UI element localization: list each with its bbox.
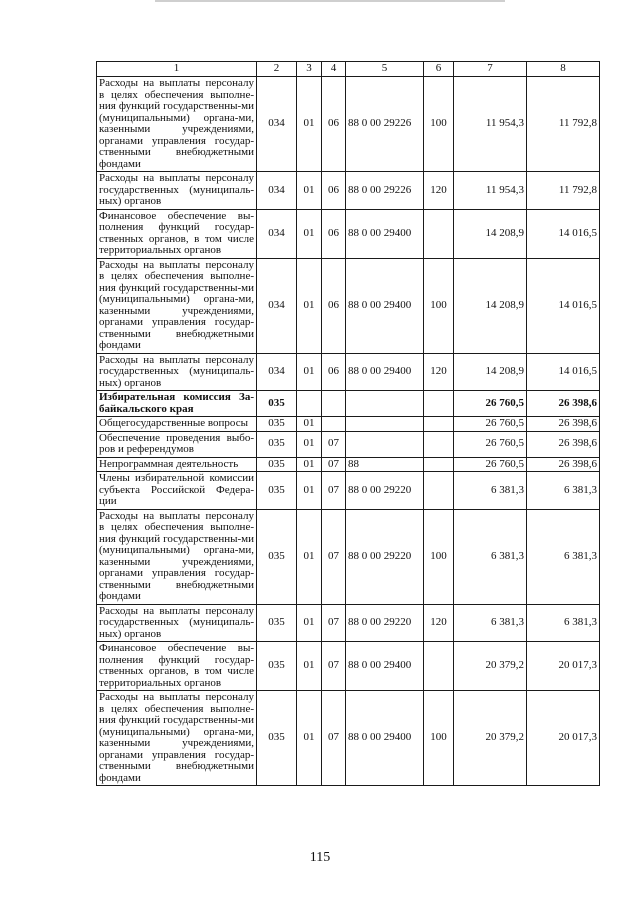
amount-year2-cell: 14 016,5 [527, 353, 600, 391]
target-article-cell: 88 0 00 29220 [346, 472, 424, 510]
amount-year2-cell: 26 398,6 [527, 417, 600, 432]
amount-year1-cell: 26 760,5 [454, 431, 527, 457]
row-name-cell: Расходы на выплаты персоналу государственных (муниципаль-ных) органов [97, 172, 257, 210]
row-name-cell: Расходы на выплаты персоналу в целях обеспечения выполне-ния функций государственны-ми (муниципальными) органа-ми, казенными учреждениями, органами управления государ-ственными внебюджетными фондами [97, 691, 257, 786]
table-row [97, 417, 600, 432]
section-code-cell: 01 [297, 604, 322, 642]
amount-year1-cell: 6 381,3 [454, 472, 527, 510]
table-header-row [97, 62, 600, 77]
amount-year1-cell: 6 381,3 [454, 604, 527, 642]
expense-type-cell: 120 [424, 172, 454, 210]
ved-code-cell: 034 [257, 353, 297, 391]
expense-type-cell: 100 [424, 691, 454, 786]
section-code-cell: 01 [297, 691, 322, 786]
row-name-cell: Расходы на выплаты персоналу государственных (муниципаль-ных) органов [97, 353, 257, 391]
target-article-cell: 88 0 00 29400 [346, 209, 424, 258]
ved-code-cell: 035 [257, 391, 297, 417]
amount-year1-cell: 20 379,2 [454, 642, 527, 691]
table-body [97, 77, 600, 786]
row-name-cell: Обеспечение проведения выбо-ров и референдумов [97, 431, 257, 457]
subsection-code-cell: 07 [322, 472, 346, 510]
table-row [97, 172, 600, 210]
target-article-cell: 88 0 00 29400 [346, 258, 424, 353]
table-row [97, 77, 600, 172]
table-row [97, 353, 600, 391]
table-row [97, 258, 600, 353]
amount-year2-cell: 14 016,5 [527, 258, 600, 353]
section-code-cell: 01 [297, 642, 322, 691]
target-article-cell [346, 391, 424, 417]
amount-year1-cell: 26 760,5 [454, 457, 527, 472]
target-article-cell [346, 431, 424, 457]
section-code-cell: 01 [297, 431, 322, 457]
header-cell: 2 [257, 62, 297, 77]
subsection-code-cell: 07 [322, 691, 346, 786]
header-cell: 1 [97, 62, 257, 77]
section-code-cell: 01 [297, 172, 322, 210]
header-cell: 6 [424, 62, 454, 77]
ved-code-cell: 035 [257, 457, 297, 472]
budget-table [96, 61, 600, 786]
row-name-cell: Расходы на выплаты персоналу в целях обеспечения выполне-ния функций государственны-ми (муниципальными) органа-ми, казенными учреждениями, органами управления государ-ственными внебюджетными фондами [97, 509, 257, 604]
ved-code-cell: 034 [257, 172, 297, 210]
header-cell: 3 [297, 62, 322, 77]
table-row [97, 604, 600, 642]
table-row [97, 391, 600, 417]
target-article-cell: 88 0 00 29226 [346, 172, 424, 210]
table-row [97, 431, 600, 457]
amount-year1-cell: 26 760,5 [454, 391, 527, 417]
table-row [97, 472, 600, 510]
section-code-cell: 01 [297, 457, 322, 472]
expense-type-cell [424, 457, 454, 472]
amount-year1-cell: 11 954,3 [454, 77, 527, 172]
section-code-cell: 01 [297, 472, 322, 510]
subsection-code-cell: 07 [322, 642, 346, 691]
subsection-code-cell: 06 [322, 353, 346, 391]
table-row [97, 509, 600, 604]
table-row [97, 209, 600, 258]
expense-type-cell [424, 209, 454, 258]
subsection-code-cell: 07 [322, 457, 346, 472]
header-cell: 8 [527, 62, 600, 77]
row-name-cell: Члены избирательной комиссии субъекта Российской Федера-ции [97, 472, 257, 510]
ved-code-cell: 034 [257, 77, 297, 172]
amount-year1-cell: 26 760,5 [454, 417, 527, 432]
row-name-cell: Непрограммная деятельность [97, 457, 257, 472]
subsection-code-cell: 06 [322, 77, 346, 172]
amount-year1-cell: 14 208,9 [454, 258, 527, 353]
row-name-cell: Расходы на выплаты персоналу в целях обеспечения выполне-ния функций государственны-ми (муниципальными) органа-ми, казенными учреждениями, органами управления государ-ственными внебюджетными фондами [97, 77, 257, 172]
expense-type-cell: 120 [424, 604, 454, 642]
section-code-cell: 01 [297, 417, 322, 432]
row-name-cell: Избирательная комиссия За-байкальского края [97, 391, 257, 417]
ved-code-cell: 035 [257, 604, 297, 642]
amount-year2-cell: 11 792,8 [527, 77, 600, 172]
section-code-cell: 01 [297, 509, 322, 604]
top-edge-rule [155, 0, 505, 2]
ved-code-cell: 034 [257, 258, 297, 353]
amount-year2-cell: 6 381,3 [527, 509, 600, 604]
ved-code-cell: 035 [257, 431, 297, 457]
subsection-code-cell: 07 [322, 604, 346, 642]
expense-type-cell [424, 391, 454, 417]
table-row [97, 457, 600, 472]
amount-year1-cell: 14 208,9 [454, 353, 527, 391]
table-row [97, 642, 600, 691]
row-name-cell: Финансовое обеспечение вы-полнения функций государ-ственных органов, в том числе территориальных органов [97, 209, 257, 258]
row-name-cell: Финансовое обеспечение вы-полнения функций государ-ственных органов, в том числе территориальных органов [97, 642, 257, 691]
section-code-cell: 01 [297, 258, 322, 353]
row-name-cell: Общегосударственные вопросы [97, 417, 257, 432]
amount-year2-cell: 6 381,3 [527, 472, 600, 510]
subsection-code-cell: 06 [322, 258, 346, 353]
amount-year2-cell: 26 398,6 [527, 391, 600, 417]
row-name-cell: Расходы на выплаты персоналу государственных (муниципаль-ных) органов [97, 604, 257, 642]
expense-type-cell: 120 [424, 353, 454, 391]
amount-year1-cell: 11 954,3 [454, 172, 527, 210]
expense-type-cell [424, 431, 454, 457]
expense-type-cell: 100 [424, 258, 454, 353]
header-cell: 4 [322, 62, 346, 77]
table-row [97, 691, 600, 786]
ved-code-cell: 035 [257, 472, 297, 510]
target-article-cell: 88 0 00 29400 [346, 642, 424, 691]
amount-year1-cell: 20 379,2 [454, 691, 527, 786]
target-article-cell: 88 0 00 29400 [346, 691, 424, 786]
subsection-code-cell [322, 417, 346, 432]
header-cell: 5 [346, 62, 424, 77]
section-code-cell [297, 391, 322, 417]
section-code-cell: 01 [297, 353, 322, 391]
amount-year2-cell: 26 398,6 [527, 457, 600, 472]
expense-type-cell [424, 417, 454, 432]
expense-type-cell [424, 472, 454, 510]
target-article-cell: 88 0 00 29220 [346, 509, 424, 604]
amount-year1-cell: 6 381,3 [454, 509, 527, 604]
subsection-code-cell: 07 [322, 509, 346, 604]
ved-code-cell: 035 [257, 642, 297, 691]
subsection-code-cell: 06 [322, 209, 346, 258]
amount-year2-cell: 6 381,3 [527, 604, 600, 642]
subsection-code-cell [322, 391, 346, 417]
target-article-cell [346, 417, 424, 432]
row-name-cell: Расходы на выплаты персоналу в целях обеспечения выполне-ния функций государственны-ми (муниципальными) органа-ми, казенными учреждениями, органами управления государ-ственными внебюджетными фондами [97, 258, 257, 353]
amount-year2-cell: 14 016,5 [527, 209, 600, 258]
ved-code-cell: 035 [257, 691, 297, 786]
section-code-cell: 01 [297, 209, 322, 258]
amount-year2-cell: 26 398,6 [527, 431, 600, 457]
subsection-code-cell: 06 [322, 172, 346, 210]
page-number: 115 [309, 850, 331, 865]
header-cell: 7 [454, 62, 527, 77]
target-article-cell: 88 0 00 29400 [346, 353, 424, 391]
amount-year2-cell: 20 017,3 [527, 691, 600, 786]
ved-code-cell: 034 [257, 209, 297, 258]
ved-code-cell: 035 [257, 509, 297, 604]
amount-year2-cell: 11 792,8 [527, 172, 600, 210]
section-code-cell: 01 [297, 77, 322, 172]
expense-type-cell: 100 [424, 77, 454, 172]
subsection-code-cell: 07 [322, 431, 346, 457]
expense-type-cell: 100 [424, 509, 454, 604]
amount-year1-cell: 14 208,9 [454, 209, 527, 258]
target-article-cell: 88 0 00 29226 [346, 77, 424, 172]
expense-type-cell [424, 642, 454, 691]
target-article-cell: 88 [346, 457, 424, 472]
ved-code-cell: 035 [257, 417, 297, 432]
target-article-cell: 88 0 00 29220 [346, 604, 424, 642]
amount-year2-cell: 20 017,3 [527, 642, 600, 691]
